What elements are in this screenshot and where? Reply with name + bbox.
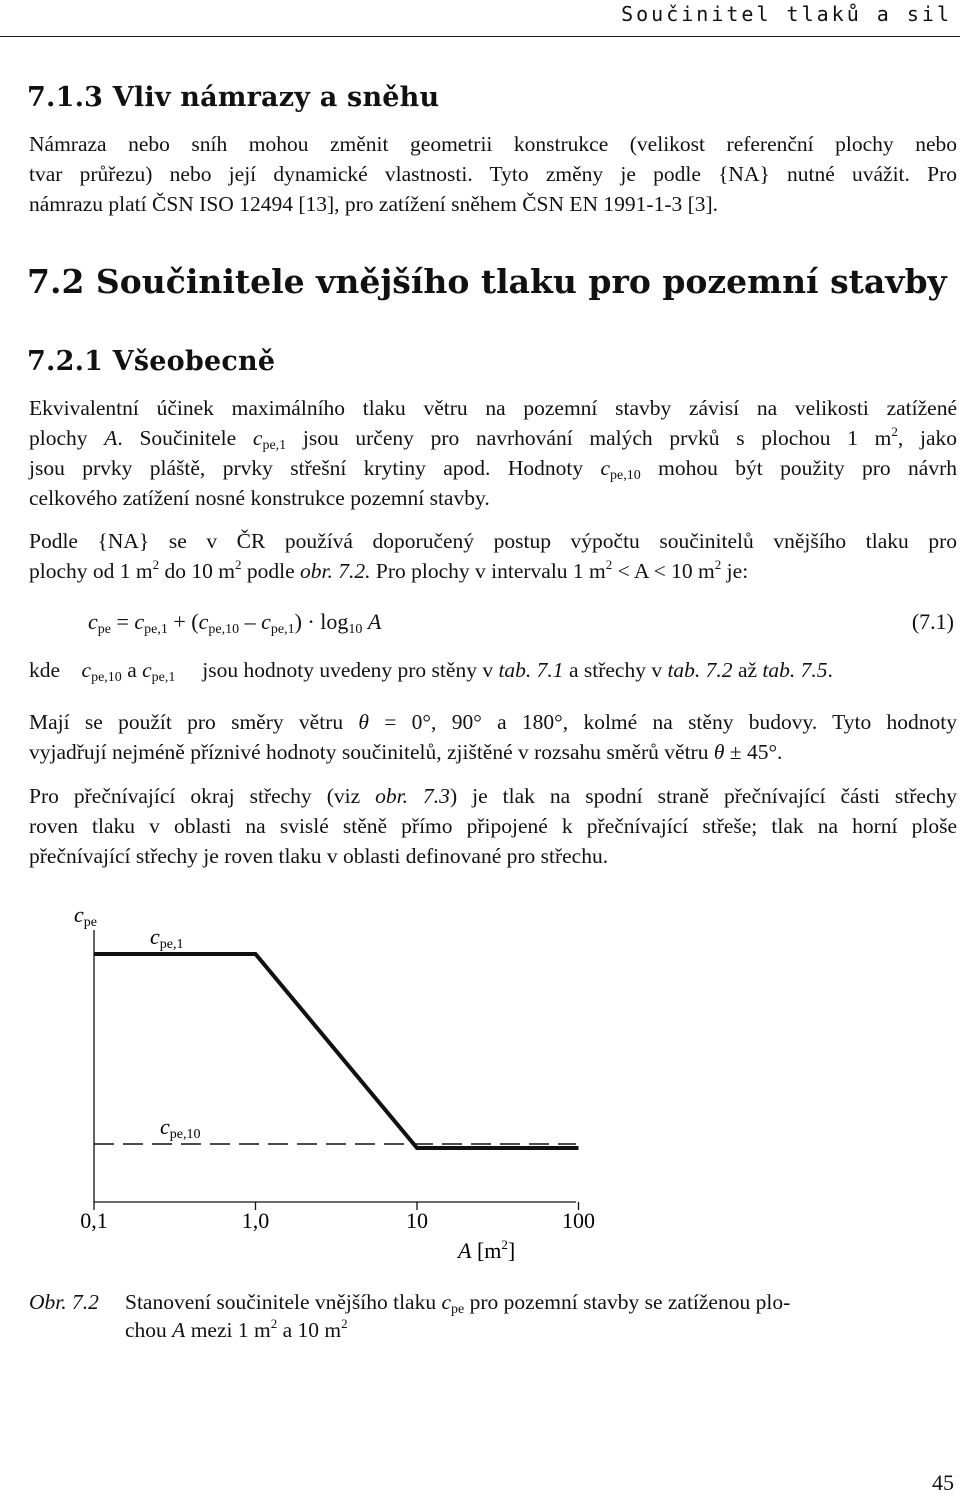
where-line: kde $c_{pe,10}$ a $c_{pe,1}$ jsou hodnoty uvedeny pro stěny v tab. 7.1 a střechy v tab. 7.2 až tab. 7.5. <box>29 658 833 685</box>
figure-caption: Obr. 7.2 Stanovení součinitele vnějšího tlaku $c_{pe}$ pro pozemní stavby se zatíženou plo- chou A mezi 1 $m^2$ a 10 $m^2$ <box>29 1290 791 1342</box>
text-line: roven tlaku v oblasti na svislé stěně přímo připojené k přečnívající střeše; tlak na horní ploše <box>29 814 957 838</box>
y-axis-label: cpe <box>74 902 97 930</box>
paragraph-7-1-3 <box>29 129 957 219</box>
text-line: přečnívající střechy je roven tlaku v oblasti definované pro střechu. <box>29 844 609 868</box>
text-line: Ekvivalentní účinek maximálního tlaku větru na pozemní stavby závisí na velikosti zatížené <box>29 396 957 420</box>
caption-label: Obr. 7.2 <box>29 1290 99 1314</box>
text-line: plochy od 1 $m^2$ do 10 $m^2$ podle obr. 7.2. Pro plochy v intervalu 1 $m^2 < A < 10$ $m^2$ je: <box>29 557 749 583</box>
x-tick-label: 1,0 <box>241 1208 270 1233</box>
heading-7-1-3: 7.1.3 Vliv námrazy a sněhu <box>27 82 440 113</box>
header-rule <box>0 36 960 37</box>
running-header: Součinitel tlaků a sil <box>621 2 952 26</box>
heading-7-2-1: 7.2.1 Všeobecně <box>27 346 276 377</box>
heading-7-2: 7.2 Součinitele vnějšího tlaku pro pozemní stavby <box>27 262 947 301</box>
text-line: Námraza nebo sníh mohou změnit geometrii konstrukce (velikost referenční plochy nebo <box>29 132 957 156</box>
text-line: plochy A. Součinitele $c_{pe,1}$ jsou určeny pro navrhování malých prvků s plochou 1 $m^2$, jako <box>29 424 958 453</box>
text-line: tvar průřezu) nebo její dynamické vlastnosti. Tyto změny je podle {NA} nutné uvážit. Pro <box>29 162 957 186</box>
text-line: celkového zatížení nosné konstrukce pozemní stavby. <box>29 486 490 510</box>
annotation-cpe10: cpe,10 <box>160 1114 201 1142</box>
paragraph-1 <box>29 393 957 513</box>
x-tick-label: 10 <box>406 1208 428 1233</box>
equation-number: (7.1) <box>911 609 954 634</box>
paragraph-3 <box>29 707 957 767</box>
x-ticks <box>80 1202 595 1233</box>
x-axis-label: A $[m^2]$ <box>458 1237 516 1263</box>
text-line: námrazu platí ČSN ISO 12494 [13], pro zatížení sněhem ČSN EN 1991-1-3 [3]. <box>29 192 719 216</box>
x-tick-label: 100 <box>562 1208 595 1233</box>
text-line: jsou prvky pláště, prvky střešní krytiny apod. Hodnoty $c_{pe,10}$ mohou být použity pro návrh <box>29 456 957 483</box>
page-number: 45 <box>932 1470 954 1495</box>
paragraph-4 <box>29 781 957 871</box>
equation-7-1: $c_{pe} = c_{pe,1} + (c_{pe,10} - c_{pe,1}) \cdot \log_{10} A$ <box>88 609 382 637</box>
text-line: vyjadřují nejméně příznivé hodnoty součinitelů, zjištěné v rozsahu směrů větru θ ± 45°. <box>29 740 783 764</box>
figure-7-2 <box>0 890 960 1290</box>
cpe-chart <box>0 890 960 1290</box>
text-line: Podle {NA} se v ČR používá doporučený postup výpočtu součinitelů vnějšího tlaku pro <box>29 529 957 553</box>
text-line: Mají se použít pro směry větru θ = 0°, 90° a 180°, kolmé na stěny budovy. Tyto hodnoty <box>29 710 958 734</box>
caption-line-2: chou A mezi 1 $m^2$ a 10 $m^2$ <box>125 1316 348 1342</box>
text-line: Pro přečnívající okraj střechy (viz obr. 7.3) je tlak na spodní straně přečnívající části střechy <box>29 784 958 808</box>
annotation-cpe1: cpe,1 <box>150 924 184 952</box>
paragraph-2 <box>29 526 957 586</box>
x-tick-label: 0,1 <box>80 1208 108 1233</box>
